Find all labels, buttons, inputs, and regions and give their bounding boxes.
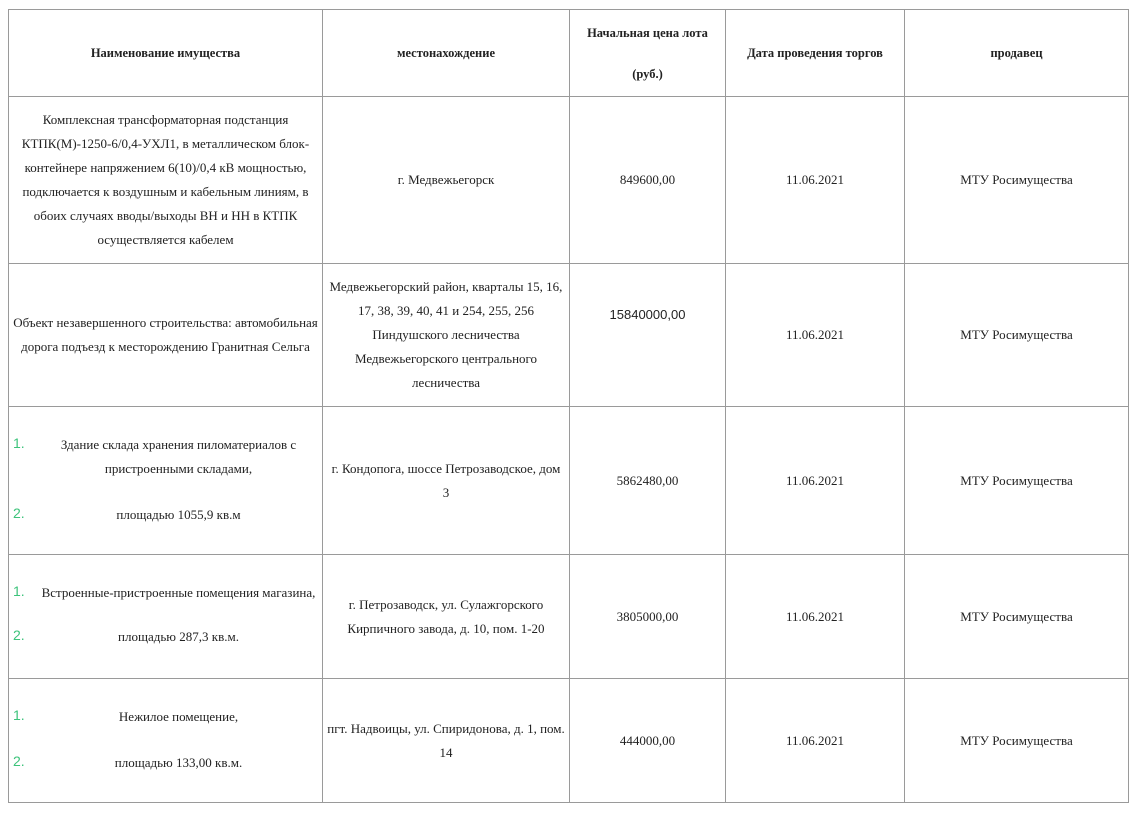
table-row (9, 97, 1129, 264)
table-row (9, 264, 1129, 407)
list-item (13, 503, 318, 527)
table-row (9, 407, 1129, 555)
list-text: Нежилое помещение, (118, 709, 239, 724)
cell-seller: МТУ Росимущества (905, 264, 1129, 407)
cell-date: 11.06.2021 (726, 264, 905, 407)
cell-price (570, 264, 726, 407)
header-seller: продавец (905, 10, 1129, 97)
cell-date: 11.06.2021 (726, 97, 905, 264)
list-text: площадью 133,00 кв.м. (114, 755, 243, 770)
header-price (570, 10, 726, 97)
cell-location: пгт. Надвоицы, ул. Спиридонова, д. 1, пом. 14 (323, 679, 570, 803)
cell-price: 444000,00 (570, 679, 726, 803)
cell-date: 11.06.2021 (726, 555, 905, 679)
cell-location: г. Медвежьегорск (323, 97, 570, 264)
cell-name (9, 407, 323, 555)
table-row (9, 679, 1129, 803)
header-price-gap (574, 45, 721, 62)
cell-location: г. Кондопога, шоссе Петрозаводское, дом 3 (323, 407, 570, 555)
cell-seller: МТУ Росимущества (905, 97, 1129, 264)
list-marker: 1. (13, 435, 25, 451)
cell-price: 5862480,00 (570, 407, 726, 555)
list-marker: 1. (13, 707, 25, 723)
list-item (13, 705, 318, 729)
cell-location: Медвежьегорский район, кварталы 15, 16, 17, 38, 39, 40, 41 и 254, 255, 256 Пиндушского лесничества Медвежьегорского центрального лесничества (323, 264, 570, 407)
cell-name (9, 679, 323, 803)
list-text: площадью 1055,9 кв.м (116, 507, 241, 522)
cell-name (9, 555, 323, 679)
list-text: Здание склада хранения пиломатериалов с пристроенными складами, (60, 437, 297, 476)
cell-location: г. Петрозаводск, ул. Сулажгорского Кирпичного завода, д. 10, пом. 1-20 (323, 555, 570, 679)
header-name: Наименование имущества (9, 10, 323, 97)
price-value: 15840000,00 (609, 307, 686, 322)
header-date: Дата проведения торгов (726, 10, 905, 97)
list-item (13, 625, 318, 649)
list-text: площадью 287,3 кв.м. (118, 629, 239, 644)
cell-seller: МТУ Росимущества (905, 679, 1129, 803)
table-row (9, 555, 1129, 679)
list-marker: 1. (13, 583, 25, 599)
list-marker: 2. (13, 753, 25, 769)
list-text: Встроенные-пристроенные помещения магазина, (41, 585, 316, 600)
cell-name: Комплексная трансформаторная подстанция КТПК(М)-1250-6/0,4-УХЛ1, в металлическом блок-контейнере напряжением 6(10)/0,4 кВ мощностью, подключается к воздушным и кабельным линиям, в обоих случаях вводы/выходы ВН и НН в КТПК осуществляется кабелем (9, 97, 323, 264)
list-marker: 2. (13, 627, 25, 643)
header-location: местонахождение (323, 10, 570, 97)
cell-date: 11.06.2021 (726, 407, 905, 555)
table-header-row (9, 10, 1129, 97)
cell-name: Объект незавершенного строительства: автомобильная дорога подъезд к месторождению Гранитная Сельга (9, 264, 323, 407)
list-item (13, 751, 318, 775)
list-item (13, 581, 318, 605)
cell-price: 3805000,00 (570, 555, 726, 679)
list-marker: 2. (13, 505, 25, 521)
lots-table (8, 9, 1129, 803)
cell-price: 849600,00 (570, 97, 726, 264)
cell-seller: МТУ Росимущества (905, 555, 1129, 679)
cell-seller: МТУ Росимущества (905, 407, 1129, 555)
list-item (13, 433, 318, 481)
header-price-line2: (руб.) (632, 66, 663, 81)
cell-date: 11.06.2021 (726, 679, 905, 803)
header-price-line1: Начальная цена лота (587, 25, 708, 40)
